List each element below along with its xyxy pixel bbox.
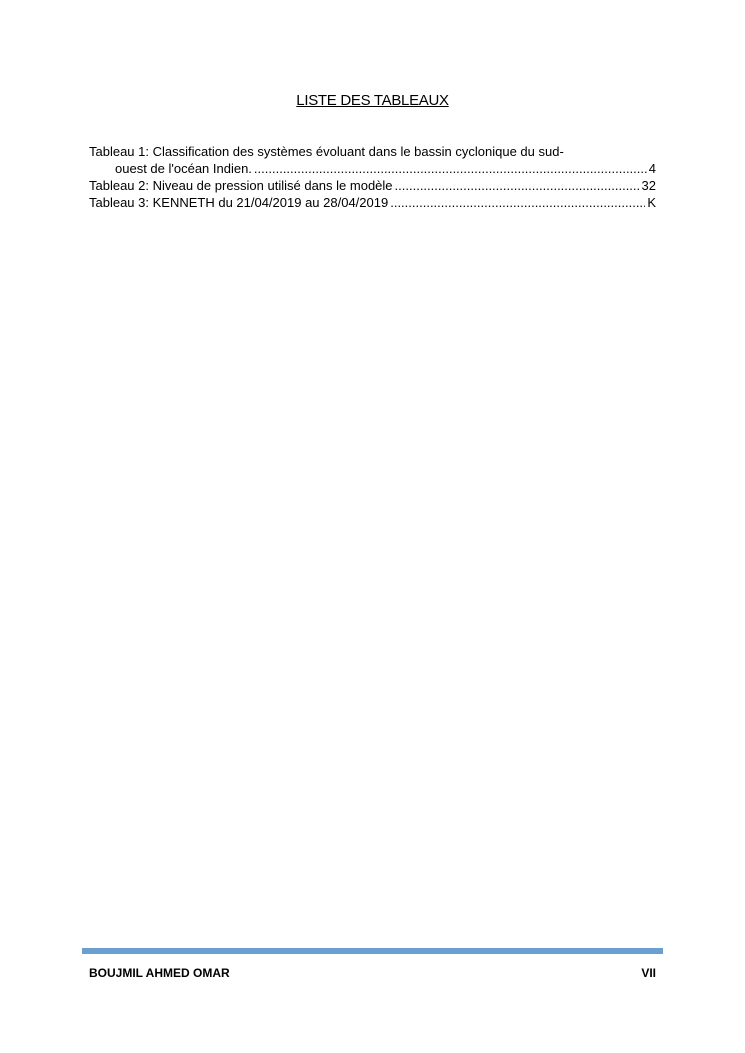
footer-page-number: VII — [641, 966, 656, 980]
toc-entry-1[interactable] — [89, 143, 656, 177]
toc-entry-line2 — [89, 160, 656, 177]
toc-entry-label: Tableau 3: KENNETH du 21/04/2019 au 28/04/2019 — [89, 195, 389, 210]
toc-entry-label-line1: Tableau 1: Classification des systèmes évoluant dans le bassin cyclonique du sud- — [89, 144, 564, 159]
toc-entry-page: 32 — [641, 178, 656, 193]
table-list — [89, 143, 656, 211]
toc-entry-page: K — [647, 195, 656, 210]
dot-leader — [254, 160, 647, 177]
toc-entry-3[interactable] — [89, 194, 656, 211]
dot-leader — [395, 177, 640, 194]
toc-entry-line — [89, 194, 656, 211]
toc-entry-2[interactable] — [89, 177, 656, 194]
footer-divider — [82, 948, 663, 954]
toc-entry-label: Tableau 2: Niveau de pression utilisé dans le modèle — [89, 178, 393, 193]
toc-entry-page: 4 — [648, 161, 656, 176]
toc-entry-line — [89, 177, 656, 194]
dot-leader — [390, 194, 645, 211]
footer-author: BOUJMIL AHMED OMAR — [89, 966, 230, 980]
page-title: LISTE DES TABLEAUX — [296, 92, 449, 109]
toc-entry-label-line2: ouest de l'océan Indien. — [115, 161, 252, 176]
